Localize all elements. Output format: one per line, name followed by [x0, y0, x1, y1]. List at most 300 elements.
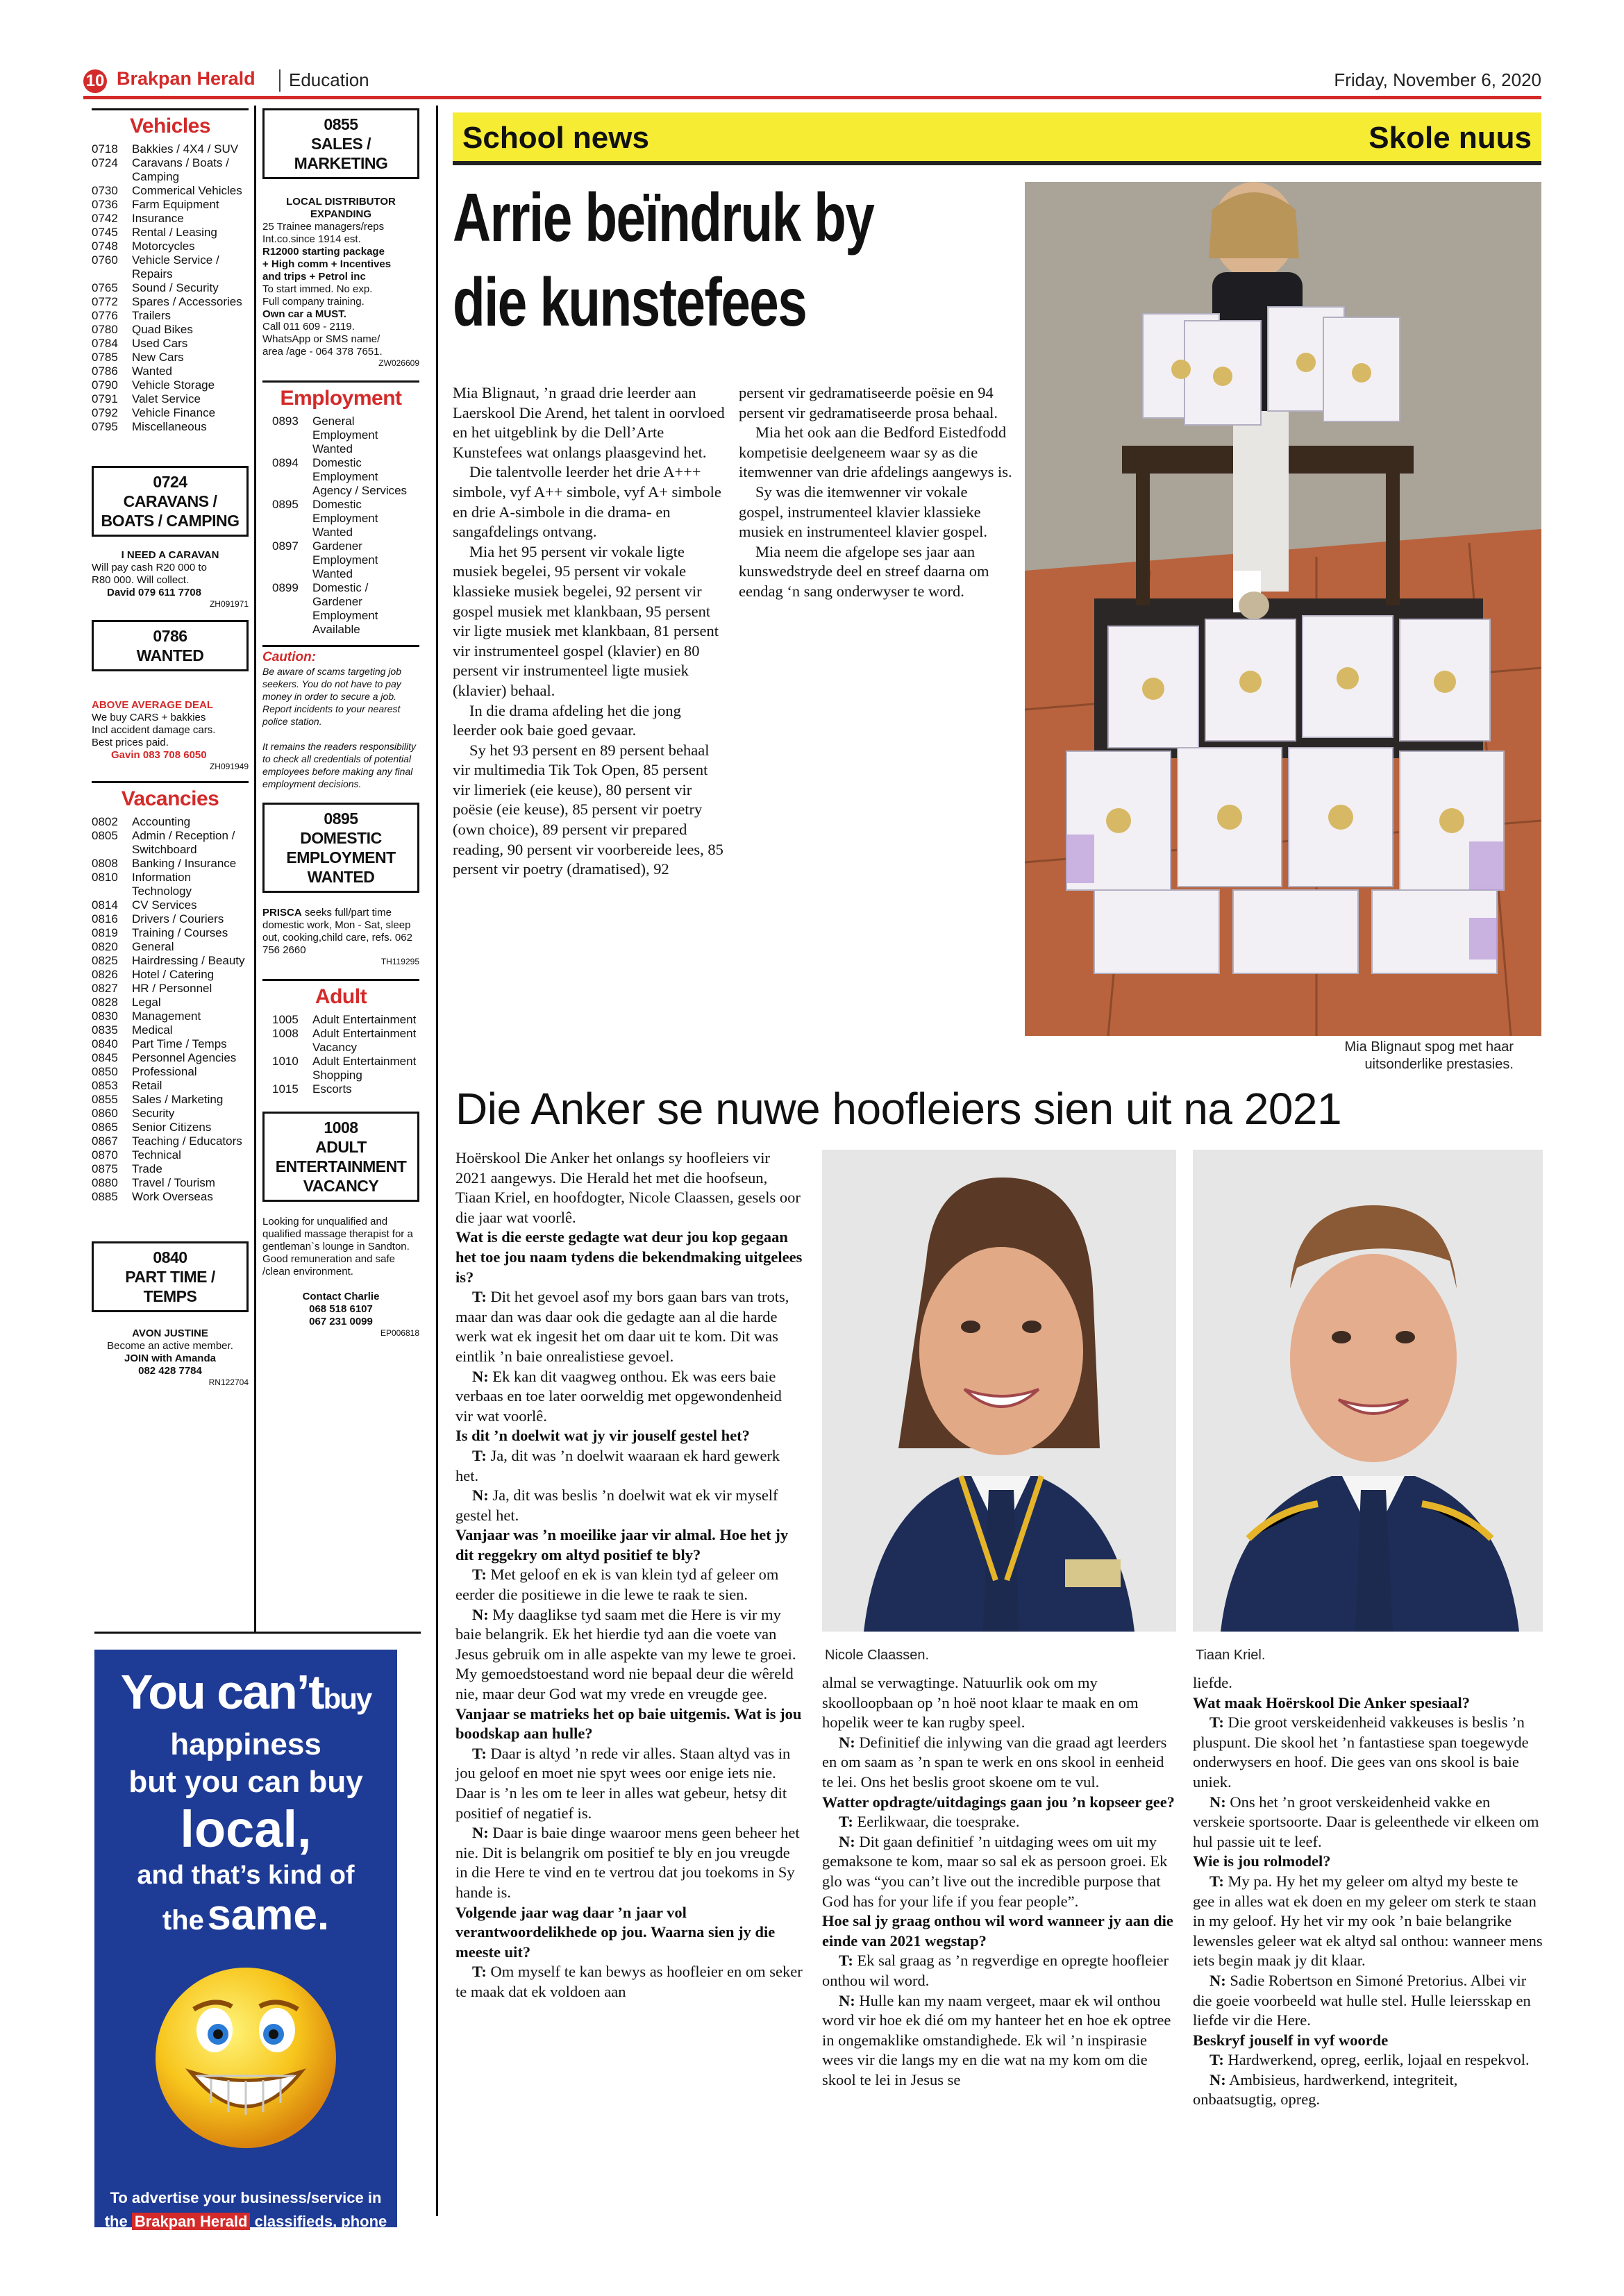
classified-box-0786: [92, 620, 249, 671]
interview-answer: [1193, 2050, 1543, 2070]
answer-text: Hulle kan my naam vergeet, maar ek wil onthou word vir hoe ek dié om my hanteer het en hoe ek optree in ongemaklike omstandighede. Ek wil ’n inspirasie wees vir die langs my en die wat na my kom om die skool te lei in Jesus se: [822, 1991, 1171, 2088]
category-code: 0810: [92, 871, 118, 884]
vehicles-category-list: [92, 142, 249, 434]
category-code: 0814: [92, 898, 118, 912]
ad-line: ABOVE AVERAGE DEAL: [92, 699, 214, 711]
speaker-label: N:: [1209, 1971, 1226, 1989]
category-code: 0805: [92, 829, 118, 842]
interview-question: Vanjaar was ’n moeilike jaar vir almal. Hoe het jy dit reggekry om altyd positief te bly?: [455, 1526, 789, 1564]
answer-text: Die groot verskeidenheid vakkeuses is beslis ’n pluspunt. Die skool het ’n fantastiese span toegewyde onderwysers en hoof. Die gees van ons skool is baie uniek.: [1193, 1713, 1529, 1791]
category-label: Information Technology: [132, 871, 192, 898]
category-item: [92, 406, 249, 420]
ad-line: Become an active member.: [107, 1340, 233, 1352]
article1-column-2: [739, 383, 1013, 602]
speaker-label: T:: [1209, 1713, 1224, 1732]
ad-ref: EP006818: [380, 1328, 419, 1338]
headline-line: die kunstefees: [453, 264, 807, 340]
category-label: Technical: [132, 1148, 181, 1162]
category-item: [92, 898, 249, 912]
category-item: [92, 1051, 249, 1065]
category-code: 0893: [272, 414, 299, 428]
category-item: [92, 1107, 249, 1121]
adult-heading: Adult: [262, 979, 419, 1009]
category-item: [92, 1134, 249, 1148]
article-paragraph: Die talentvolle leerder het drie A+++ simbole, vyf A++ simbole, vyf A+ simbole en drie A-simbole in die drama- en sangafdelings ontvang.: [453, 463, 721, 541]
header-rule: [83, 96, 1541, 99]
category-label: Security: [132, 1107, 175, 1120]
speaker-label: N:: [472, 1486, 489, 1505]
answer-text: My pa. Hy het my geleer om altyd my beste te gee in alles wat ek doen en my geleer om sterk te staan in my geloof. Hy het vir my ook ’n baie belangrike lewensles geleer wat ek altyd sal onthou: wanneer mens iets begin maak jy dit klaar.: [1193, 1872, 1543, 1970]
category-item: [92, 996, 249, 1009]
category-item: [92, 392, 249, 406]
speaker-label: T:: [1209, 1872, 1224, 1890]
speaker-label: T:: [472, 1744, 487, 1762]
category-label: Rental / Leasing: [132, 226, 217, 239]
category-label: Banking / Insurance: [132, 857, 237, 870]
promo-line: the same.: [162, 1891, 330, 1939]
caution-text: It remains the readers responsibility to check all credentials of potential employees before making any final employment decisions.: [262, 741, 416, 789]
category-code: 0880: [92, 1176, 118, 1189]
ad-line: EXPANDING: [310, 208, 372, 220]
ad-name: PRISCA: [262, 907, 302, 919]
category-label: Sound / Security: [132, 281, 219, 294]
category-item: [92, 1176, 249, 1190]
ad-line: 25 Trainee managers/reps: [262, 221, 385, 233]
interview-answer: [822, 1733, 1176, 1793]
category-label: Miscellaneous: [132, 420, 207, 433]
category-code: 0730: [92, 184, 118, 197]
category-label: Bakkies / 4X4 / SUV: [132, 142, 239, 156]
interview-answer: [455, 1744, 803, 1823]
category-item: [92, 1065, 249, 1079]
classifieds-column-2: [262, 108, 419, 1338]
category-code: 0745: [92, 226, 118, 239]
category-label: Travel / Tourism: [132, 1176, 215, 1189]
category-code: 0724: [92, 156, 118, 169]
category-item: [92, 857, 249, 871]
promo-phone: 011-916-5301 or 087-285-0575.: [127, 2237, 365, 2256]
category-item: [92, 982, 249, 996]
box-code: 0724: [153, 473, 187, 491]
ad-line: I NEED A CARAVAN: [121, 549, 219, 561]
article1-photo-caption: [1025, 1039, 1539, 1073]
answer-text: My daaglikse tyd saam met die Here is vir my baie belangrik. Ek het hierdie tyd aan die voete van Jesus gebruik om in alle aspekte van my lewe te groei. My gemoedstoestand word nie bepaal deur die wêreld nie, maar deur God wat my vrede en vreugde gee.: [455, 1605, 796, 1703]
column-divider: [254, 106, 256, 1633]
caption-line: uitsonderlike prestasies.: [1364, 1057, 1514, 1072]
answer-text: Daar is baie dinge waaroor mens geen beheer het nie. Dit is belangrik om positief te bly en jou vreugde in die Here te vind en te vertrou dat jou toekoms in Sy hande is.: [455, 1824, 800, 1901]
answer-text: Daar is altyd ’n rede vir alles. Staan altyd vas in jou geloof en moet nie spyt wees oor enige iets nie. Daar is ’n les om te leer in alles wat gebeur, hetsy dit positief of negatief is.: [455, 1744, 791, 1822]
ad-deal: [92, 699, 249, 771]
category-item: [92, 1023, 249, 1037]
category-code: 0776: [92, 309, 118, 322]
answer-text: Definitief die inlywing van die graad agt leerders en om saam as ’n span te werk en ons skool in eenheid te lei. Ons het beslis groot skoene om te vul.: [822, 1733, 1167, 1791]
ad-line: and trips + Petrol inc: [262, 271, 366, 283]
category-label: Work Overseas: [132, 1190, 213, 1203]
category-item: [92, 1037, 249, 1051]
ad-phone: 067 231 0099: [309, 1316, 373, 1327]
vehicles-heading: Vehicles: [92, 108, 249, 138]
category-label: HR / Personnel: [132, 982, 212, 995]
category-code: 0785: [92, 351, 118, 364]
ad-line: LOCAL DISTRIBUTOR: [286, 196, 396, 208]
ad-line: Own car a MUST.: [262, 308, 346, 320]
interview-answer: [1193, 1793, 1543, 1852]
nicole-photo-caption: Nicole Claassen.: [825, 1648, 930, 1663]
classified-box-0895: [262, 803, 419, 893]
answer-text: Dit gaan definitief ’n uitdaging wees om uit my gemaksone te kom, maar so sal ek as persoon groei. Ek glo was “you can’t live out the incredible purpose that God has for your life if you fear people”.: [822, 1832, 1168, 1910]
ad-line: Call 011 609 - 2119.: [262, 321, 355, 333]
category-label: Admin / Reception / Switchboard: [132, 829, 235, 856]
column-divider: [436, 106, 438, 2216]
ad-phone: Gavin 083 708 6050: [111, 749, 207, 761]
category-label: Insurance: [132, 212, 184, 225]
category-label: Management: [132, 1009, 201, 1023]
category-item: [92, 1121, 249, 1134]
interview-question: Watter opdragte/uitdagings gaan jou ’n kopseer gee?: [822, 1793, 1175, 1811]
speaker-label: N:: [839, 1733, 855, 1751]
box-label: SALES / MARKETING: [294, 135, 388, 172]
category-code: 0885: [92, 1190, 118, 1203]
category-item: [92, 198, 249, 212]
category-label: Retail: [132, 1079, 162, 1092]
ad-line: WhatsApp or SMS name/: [262, 333, 380, 345]
answer-text: Ons het ’n groot verskeidenheid vakke en verskeie sportsoorte. Daar is geleenthede vir elkeen om hul passie uit te leef.: [1193, 1793, 1539, 1850]
answer-text: Dit het gevoel asof my bors gaan bars van trots, maar dan was daar ook die gedagte aan al die harde werk wat ek ingesit het om daar uit te kom. Dit was eintlik ’n baie onrealistiese gevoel.: [455, 1288, 789, 1365]
promo-line: local,: [180, 1800, 312, 1858]
category-label: Domestic Employment Wanted: [312, 498, 378, 539]
category-label: Farm Equipment: [132, 198, 219, 211]
ad-line: R80 000. Will collect.: [92, 574, 190, 586]
article-paragraph: almal se verwagtinge. Natuurlik ook om my skoolloopbaan op ’n hoë noot klaar te maak en om hopelik weer te kan rugby speel.: [822, 1674, 1139, 1732]
category-item: [92, 954, 249, 968]
article2-column-3: [1193, 1673, 1543, 2110]
category-item: [92, 378, 249, 392]
category-item: [272, 456, 419, 498]
article-paragraph: liefde.: [1193, 1674, 1232, 1691]
category-item: [92, 364, 249, 378]
article1-column-1: [453, 383, 727, 880]
answer-text: Om myself te kan bewys as hoofleier en om seker te maak dat ek voldoen aan: [455, 1963, 803, 2000]
article2-column-1: [455, 1148, 803, 2002]
promo-line: To advertise your business/service in: [110, 2189, 382, 2206]
ad-ref: ZH091971: [209, 599, 249, 609]
speaker-label: T:: [472, 1566, 487, 1584]
promo-line: the Brakpan Herald classifieds, phone: [104, 2213, 387, 2230]
category-item: [272, 414, 419, 456]
interview-answer: [455, 1605, 803, 1704]
category-label: Spares / Accessories: [132, 295, 242, 308]
category-item: [272, 1013, 419, 1027]
interview-question: Hoe sal jy graag onthou wil word wanneer jy aan die einde van 2021 wegstap?: [822, 1912, 1173, 1950]
article-paragraph: Mia het ook aan die Bedford Eistedfodd kompetisie deelgeneem waar sy as die itemwenner van drie afdelings aangewys is.: [739, 424, 1012, 481]
ad-line: We buy CARS + bakkies: [92, 712, 206, 723]
banner-right-title: Skole nuus: [1368, 121, 1532, 155]
category-label: Medical: [132, 1023, 173, 1037]
interview-answer: [455, 1565, 803, 1604]
ad-line: Contact Charlie: [302, 1291, 380, 1302]
ad-line: Best prices paid.: [92, 737, 169, 748]
ad-ref: ZW026609: [378, 358, 419, 368]
ad-ref: ZH091949: [209, 762, 249, 771]
ad-line: Int.co.since 1914 est.: [262, 233, 361, 245]
section-name: Education: [289, 69, 369, 90]
article-paragraph: Mia Blignaut, ’n graad drie leerder aan Laerskool Die Arend, het talent in oorvloed en het uitgeblink by die Dell’Arte Kunstefees wat onlangs plaasgevind het.: [453, 384, 725, 461]
category-item: [92, 968, 249, 982]
headline-line: Arrie beïndruk by: [453, 179, 874, 255]
interview-question: Wat is die eerste gedagte wat deur jou kop gegaan het toe jou naam tydens die bekendmaking uitgelees is?: [455, 1228, 803, 1286]
ad-massage: [262, 1216, 419, 1338]
category-item: [92, 1190, 249, 1204]
box-code: 1008: [324, 1118, 358, 1137]
category-code: 0855: [92, 1093, 118, 1106]
category-item: [92, 871, 249, 898]
category-code: 0835: [92, 1023, 118, 1037]
box-code: 0840: [153, 1248, 187, 1266]
answer-text: Ambisieus, hardwerkend, integriteit, onbaatsugtig, opreg.: [1193, 2070, 1458, 2109]
category-code: 0736: [92, 198, 118, 211]
ad-line: Will pay cash R20 000 to: [92, 562, 207, 573]
category-label: Motorcycles: [132, 240, 195, 253]
category-item: [92, 351, 249, 364]
category-code: 0748: [92, 240, 118, 253]
nicole-claassen-portrait-photo: [822, 1150, 1176, 1632]
category-code: 0875: [92, 1162, 118, 1175]
category-item: [92, 829, 249, 857]
interview-answer: [455, 1446, 803, 1486]
category-code: 0895: [272, 498, 299, 511]
vacancies-heading: Vacancies: [92, 781, 249, 811]
category-item: [92, 226, 249, 240]
box-label: CARAVANS / BOATS / CAMPING: [101, 492, 240, 530]
article1-headline: [453, 175, 994, 344]
category-item: [92, 142, 249, 156]
category-code: 0860: [92, 1107, 118, 1120]
speaker-label: N:: [472, 1367, 489, 1385]
category-item: [92, 337, 249, 351]
article2-headline: Die Anker se nuwe hoofleiers sien uit na 2021: [455, 1084, 1342, 1134]
category-item: [272, 581, 419, 637]
category-label: Vehicle Service / Repairs: [132, 253, 219, 280]
category-item: [92, 309, 249, 323]
ad-line: Incl accident damage cars.: [92, 724, 216, 736]
interview-answer: [455, 1287, 803, 1366]
category-code: 0830: [92, 1009, 118, 1023]
category-code: 0828: [92, 996, 118, 1009]
category-item: [92, 212, 249, 226]
category-code: 0819: [92, 926, 118, 939]
category-item: [272, 1082, 419, 1096]
category-label: Hairdressing / Beauty: [132, 954, 245, 967]
category-code: 0772: [92, 295, 118, 308]
promo-line: and that’s kind of: [137, 1861, 355, 1890]
article-paragraph: Hoërskool Die Anker het onlangs sy hoofleiers vir 2021 aangewys. Die Herald het met die hoofseun, Tiaan Kriel, en hoofdogter, Nicole Claassen, gesels oor die jaar wat voorlê.: [455, 1149, 801, 1226]
category-code: 0784: [92, 337, 118, 350]
ad-phone: 082 428 7784: [138, 1365, 202, 1377]
category-item: [92, 1148, 249, 1162]
publication-name: Brakpan Herald: [117, 68, 256, 89]
ad-line: R12000 starting package: [262, 246, 385, 258]
ad-avon: [92, 1327, 249, 1387]
category-code: 0791: [92, 392, 118, 405]
category-label: Training / Courses: [132, 926, 228, 939]
answer-text: Hardwerkend, opreg, eerlik, lojaal en respekvol.: [1223, 2051, 1530, 2069]
speaker-label: N:: [472, 1824, 489, 1842]
category-code: 0760: [92, 253, 118, 267]
speaker-label: N:: [1209, 2070, 1226, 2088]
interview-question: Wat maak Hoërskool Die Anker spesiaal?: [1193, 1693, 1470, 1711]
category-item: [92, 253, 249, 281]
speaker-label: T:: [472, 1288, 487, 1306]
category-code: 1010: [272, 1055, 299, 1068]
category-item: [92, 815, 249, 829]
category-label: Hotel / Catering: [132, 968, 215, 981]
category-label: Personnel Agencies: [132, 1051, 237, 1064]
category-item: [92, 940, 249, 954]
category-item: [92, 295, 249, 309]
category-code: 0827: [92, 982, 118, 995]
answer-text: Ja, dit was beslis ’n doelwit wat ek vir myself gestel het.: [455, 1486, 778, 1524]
category-label: Legal: [132, 996, 161, 1009]
category-item: [272, 539, 419, 581]
ad-distributor: [262, 196, 419, 368]
category-label: Accounting: [132, 815, 191, 828]
category-label: Trade: [132, 1162, 162, 1175]
interview-answer: [822, 1951, 1176, 1991]
classifieds-column-1: [92, 108, 249, 1387]
interview-answer: [455, 1823, 803, 1902]
employment-category-list: [262, 414, 419, 637]
category-label: Professional: [132, 1065, 197, 1078]
ad-text: Looking for unqualified and qualified massage therapist for a gentleman`s lounge in Sandton. Good remuneration and safe /clean environment.: [262, 1216, 413, 1277]
category-code: 0780: [92, 323, 118, 336]
answer-text: Ek sal graag as ’n regverdige en opregte hoofleier onthou wil word.: [822, 1952, 1169, 1989]
category-label: CV Services: [132, 898, 197, 912]
category-label: Senior Citizens: [132, 1121, 212, 1134]
speaker-label: N:: [839, 1832, 855, 1850]
category-label: Vehicle Storage: [132, 378, 215, 392]
tiaan-kriel-portrait-photo: [1193, 1150, 1543, 1632]
ad-text: seeks full/part time domestic work, Mon - Sat, sleep out, cooking,child care, refs. 062 756 2660: [262, 907, 412, 956]
category-code: 0802: [92, 815, 118, 828]
box-code: 0855: [324, 115, 358, 133]
category-code: 0853: [92, 1079, 118, 1092]
answer-text: Ek kan dit vaagweg onthou. Ek was eers baie verbaas en toe later oorweldig met opgewondenheid vir wat voorlê.: [455, 1367, 782, 1425]
category-item: [92, 1079, 249, 1093]
speaker-label: T:: [472, 1446, 487, 1464]
answer-text: Met geloof en ek is van klein tyd af geleer om eerder die positiewe in die lewe te raak te sien.: [455, 1566, 779, 1604]
category-label: Domestic / Gardener Employment Available: [312, 581, 378, 636]
promo-line: happiness: [170, 1727, 321, 1761]
school-news-banner: [453, 112, 1541, 165]
category-item: [92, 1093, 249, 1107]
article-paragraph: Sy was die itemwenner vir vokale gospel, instrumenteel klavier klassieke musiek en instrumenteel klavier gospel.: [739, 483, 988, 541]
ad-phone: David 079 611 7708: [107, 587, 201, 598]
interview-answer: [822, 1812, 1176, 1832]
box-label: PART TIME / TEMPS: [125, 1268, 215, 1305]
classified-box-0855: [262, 108, 419, 179]
category-label: Domestic Employment Agency / Services: [312, 456, 408, 497]
category-label: Sales / Marketing: [132, 1093, 224, 1106]
page-number: 10: [83, 69, 107, 93]
interview-answer: [1193, 2070, 1543, 2110]
category-item: [92, 184, 249, 198]
article-paragraph: persent vir gedramatiseerde poësie en 94 persent vir gedramatiseerde prosa behaal.: [739, 384, 998, 421]
answer-text: Eerlikwaar, die toesprake.: [853, 1813, 1020, 1831]
promo-line: You can’tbuy: [120, 1665, 371, 1719]
category-label: Trailers: [132, 309, 171, 322]
category-code: 0816: [92, 912, 118, 925]
category-item: [272, 1027, 419, 1055]
category-label: Drivers / Couriers: [132, 912, 224, 925]
category-label: Used Cars: [132, 337, 188, 350]
category-label: Adult Entertainment: [312, 1013, 417, 1026]
category-code: 1005: [272, 1013, 299, 1026]
ad-line: JOIN with Amanda: [124, 1352, 216, 1364]
interview-answer: [822, 1991, 1176, 2090]
category-code: 0792: [92, 406, 118, 419]
tiaan-photo-caption: Tiaan Kriel.: [1196, 1648, 1266, 1663]
category-label: Gardener Employment Wanted: [312, 539, 378, 580]
category-label: Caravans / Boats / Camping: [132, 156, 229, 183]
category-label: Wanted: [132, 364, 172, 378]
category-item: [92, 420, 249, 434]
answer-text: Sadie Robertson en Simoné Pretorius. Albei vir die goeie voorbeeld wat hulle stel. Hulle leiersskap en liefde vir die Here.: [1193, 1971, 1531, 2029]
box-label: WANTED: [136, 646, 204, 664]
caution-notice: [262, 645, 419, 790]
interview-answer: [1193, 1713, 1543, 1792]
category-label: Escorts: [312, 1082, 352, 1096]
article-paragraph: In die drama afdeling het die jong leerder ook baie goed gevaar.: [453, 701, 681, 739]
category-code: 0897: [272, 539, 299, 553]
speaker-label: T:: [839, 1813, 853, 1831]
category-code: 0795: [92, 420, 118, 433]
interview-answer: [822, 1832, 1176, 1911]
answer-text: Ja, dit was ’n doelwit waaraan ek hard gewerk het.: [455, 1446, 780, 1484]
category-code: 0718: [92, 142, 118, 156]
classifieds-bottom-rule: [94, 1632, 421, 1634]
interview-answer: [1193, 1971, 1543, 2031]
category-label: Part Time / Temps: [132, 1037, 227, 1050]
speaker-label: T:: [472, 1963, 487, 1981]
mia-blignaut-certificates-photo: [1025, 182, 1541, 1036]
ad-line: AVON JUSTINE: [132, 1327, 208, 1339]
ad-line: area /age - 064 378 7651.: [262, 346, 383, 358]
vacancies-category-list: [92, 815, 249, 1204]
category-item: [92, 240, 249, 253]
category-code: 0742: [92, 212, 118, 225]
interview-question: Wie is jou rolmodel?: [1193, 1852, 1331, 1870]
category-item: [272, 1055, 419, 1082]
interview-answer: [1193, 1872, 1543, 1971]
article-paragraph: Sy het 93 persent en 89 persent behaal vir multimedia Tik Tok Open, 85 persent vir limeriek (eie keuse), 80 persent vir poësie (eie keuse), 85 persent vir poetry (own choice), 89 persent vir prepared reading, 90 persent vir voorbereide lees, 85 persent vir poetry (dramatised), 92: [453, 741, 723, 878]
interview-question: Volgende jaar wag daar ’n jaar vol verantwoordelikhede op jou. Waarna sien jy die meeste uit?: [455, 1903, 776, 1961]
speaker-label: N:: [1209, 1793, 1226, 1811]
interview-answer: [455, 1962, 803, 2002]
category-item: [92, 1009, 249, 1023]
ad-line: + High comm + Incentives: [262, 258, 392, 270]
caution-title: Caution:: [262, 650, 317, 664]
category-label: General Employment Wanted: [312, 414, 378, 455]
category-item: [92, 156, 249, 184]
category-code: 0808: [92, 857, 118, 870]
header-divider: [279, 69, 281, 92]
speaker-label: T:: [839, 1952, 853, 1970]
ad-ref: TH119295: [380, 957, 419, 966]
classifieds-promo-ad: [94, 1650, 397, 2256]
box-code: 0895: [324, 810, 358, 828]
ad-line: Full company training.: [262, 296, 365, 308]
category-label: Valet Service: [132, 392, 201, 405]
